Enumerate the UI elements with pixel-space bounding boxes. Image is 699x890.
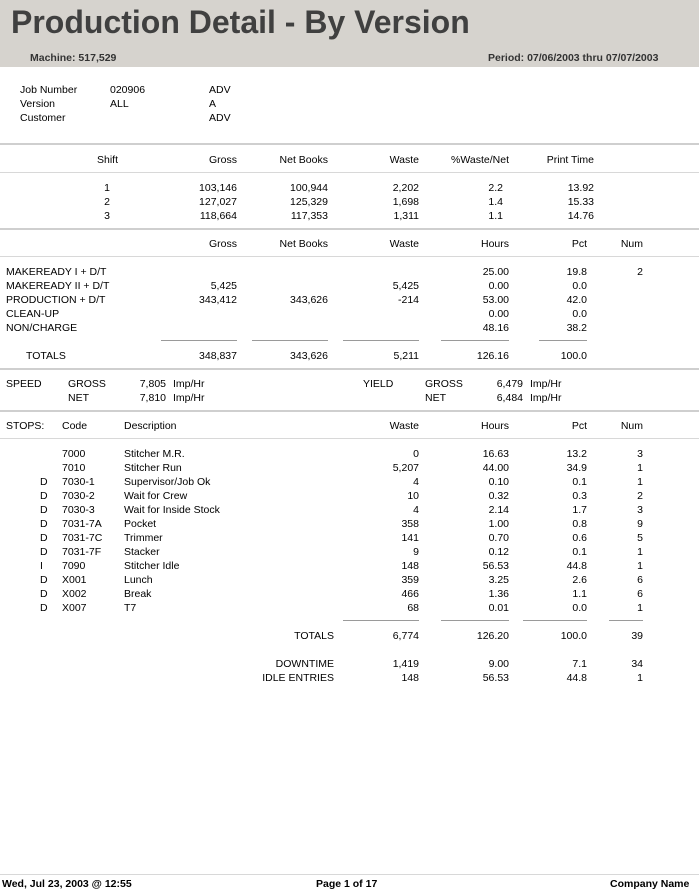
- category-cell: 343,412: [199, 294, 237, 306]
- stops-summary-label: IDLE ENTRIES: [262, 672, 334, 684]
- category-label: CLEAN-UP: [6, 308, 60, 320]
- category-label: MAKEREADY II + D/T: [6, 280, 110, 292]
- stop-hours: 0.12: [488, 546, 509, 558]
- totals-cell: 126.16: [476, 350, 509, 362]
- stops-header: Waste: [389, 420, 419, 432]
- totals-cell: 343,626: [290, 350, 328, 362]
- job-value: ALL: [110, 98, 129, 110]
- total-underline: [441, 340, 509, 341]
- stop-description: Trimmer: [124, 532, 163, 544]
- stop-code: 7090: [62, 560, 86, 572]
- category-cell: -214: [397, 294, 419, 306]
- machine-label: Machine: 517,529: [30, 52, 117, 64]
- stop-num: 6: [637, 574, 643, 586]
- category-label: NON/CHARGE: [6, 322, 78, 334]
- yield-gross-label: GROSS: [425, 378, 463, 390]
- job-code: ADV: [209, 84, 231, 96]
- stops-summary-cell: 6,774: [392, 630, 419, 642]
- stop-waste: 148: [401, 560, 419, 572]
- stop-waste: 466: [401, 588, 419, 600]
- shift-cell: 1,311: [393, 210, 419, 222]
- category-cell: 42.0: [566, 294, 587, 306]
- stop-code: 7000: [62, 448, 86, 460]
- stop-description: Stitcher Run: [124, 462, 182, 474]
- stop-code: 7030-3: [62, 504, 95, 516]
- stops-header: Code: [62, 420, 88, 432]
- stop-code: 7030-1: [62, 476, 95, 488]
- stops-summary-cell: 44.8: [566, 672, 587, 684]
- report-title: Production Detail - By Version: [11, 4, 470, 40]
- stop-code: 7030-2: [62, 490, 95, 502]
- total-underline: [441, 620, 509, 621]
- category-label: MAKEREADY I + D/T: [6, 266, 107, 278]
- yield-net-label: NET: [425, 392, 446, 404]
- shift-header: %Waste/Net: [451, 154, 509, 166]
- stop-hours: 56.53: [482, 560, 509, 572]
- stop-pct: 2.6: [572, 574, 587, 586]
- speed-unit: Imp/Hr: [173, 378, 205, 390]
- stop-hours: 0.10: [488, 476, 509, 488]
- stop-description: Stitcher M.R.: [124, 448, 185, 460]
- stop-pct: 34.9: [566, 462, 587, 474]
- stop-pct: 0.3: [572, 490, 587, 502]
- totals-cell: 348,837: [199, 350, 237, 362]
- stops-summary-cell: 100.0: [560, 630, 587, 642]
- period-label: Period: 07/06/2003 thru 07/07/2003: [488, 52, 659, 64]
- divider: [0, 368, 699, 370]
- stop-num: 1: [637, 560, 643, 572]
- total-underline: [539, 340, 587, 341]
- divider: [0, 143, 699, 145]
- job-label: Customer: [20, 112, 66, 124]
- speed-gross-label: GROSS: [68, 378, 106, 390]
- stops-summary-cell: 1,419: [392, 658, 419, 670]
- stop-hours: 2.14: [488, 504, 509, 516]
- stop-num: 3: [637, 448, 643, 460]
- category-cell: 5,425: [392, 280, 419, 292]
- stop-code: X001: [62, 574, 87, 586]
- stop-pct: 0.6: [572, 532, 587, 544]
- stops-header: STOPS:: [6, 420, 45, 432]
- stop-num: 5: [637, 532, 643, 544]
- stop-hours: 1.36: [488, 588, 509, 600]
- shift-cell: 1: [104, 182, 110, 194]
- yield-unit: Imp/Hr: [530, 378, 562, 390]
- shift-header: Net Books: [279, 154, 328, 166]
- category-cell: 0.00: [488, 280, 509, 292]
- shift-cell: 2,202: [392, 182, 419, 194]
- shift-cell: 117,353: [290, 210, 328, 222]
- stop-hours: 0.32: [488, 490, 509, 502]
- stop-num: 3: [637, 504, 643, 516]
- shift-cell: 2: [104, 196, 110, 208]
- category-label: PRODUCTION + D/T: [6, 294, 106, 306]
- stop-waste: 141: [401, 532, 419, 544]
- stop-type: D: [40, 602, 48, 614]
- category-cell: 38.2: [566, 322, 587, 334]
- stops-header: Num: [620, 420, 643, 432]
- stop-pct: 1.1: [572, 588, 587, 600]
- stops-summary-cell: 1: [637, 672, 643, 684]
- total-underline: [523, 620, 587, 621]
- stop-code: 7031-7C: [62, 532, 103, 544]
- speed-gross-value: 7,805: [139, 378, 166, 390]
- stop-waste: 4: [413, 504, 419, 516]
- stop-code: 7031-7F: [62, 546, 102, 558]
- stop-type: D: [40, 546, 48, 558]
- footer-date: Wed, Jul 23, 2003 @ 12:55: [2, 878, 132, 890]
- stops-summary-cell: 148: [401, 672, 419, 684]
- category-header: Gross: [208, 238, 237, 250]
- stop-num: 1: [637, 462, 643, 474]
- job-code: ADV: [209, 112, 231, 124]
- stop-hours: 3.25: [488, 574, 509, 586]
- stop-code: X002: [62, 588, 87, 600]
- job-code: A: [209, 98, 217, 110]
- footer-divider: [0, 874, 699, 875]
- stop-description: Supervisor/Job Ok: [124, 476, 211, 488]
- shift-cell: 100,944: [290, 182, 328, 194]
- speed-label: SPEED: [6, 378, 42, 390]
- category-header: Waste: [389, 238, 419, 250]
- category-cell: 25.00: [482, 266, 509, 278]
- yield-gross-value: 6,479: [496, 378, 523, 390]
- stops-header: Hours: [480, 420, 509, 432]
- yield-label: YIELD: [363, 378, 394, 390]
- stop-code: 7010: [62, 462, 86, 474]
- divider: [0, 438, 699, 439]
- category-cell: 53.00: [482, 294, 509, 306]
- shift-cell: 1.4: [488, 196, 503, 208]
- totals-cell: 5,211: [393, 350, 419, 362]
- shift-cell: 125,329: [290, 196, 328, 208]
- total-underline: [343, 620, 419, 621]
- shift-cell: 103,146: [199, 182, 237, 194]
- stop-type: D: [40, 574, 48, 586]
- stop-num: 1: [637, 476, 643, 488]
- category-cell: 0.00: [488, 308, 509, 320]
- stops-summary-cell: 9.00: [488, 658, 509, 670]
- shift-cell: 1,698: [392, 196, 419, 208]
- stop-waste: 4: [413, 476, 419, 488]
- stop-type: D: [40, 504, 48, 516]
- stops-summary-cell: 56.53: [482, 672, 509, 684]
- speed-net-value: 7,810: [139, 392, 166, 404]
- total-underline: [161, 340, 237, 341]
- divider: [0, 410, 699, 412]
- shift-header: Shift: [96, 154, 118, 166]
- stop-type: D: [40, 532, 48, 544]
- stop-waste: 0: [413, 448, 419, 460]
- shift-cell: 118,664: [199, 210, 237, 222]
- footer-company: Company Name: [610, 878, 690, 890]
- stop-waste: 359: [401, 574, 419, 586]
- stop-hours: 0.70: [488, 532, 509, 544]
- shift-cell: 127,027: [199, 196, 237, 208]
- stop-hours: 16.63: [482, 448, 509, 460]
- stop-type: D: [40, 518, 48, 530]
- stop-num: 2: [637, 490, 643, 502]
- stop-description: Lunch: [124, 574, 153, 586]
- shift-cell: 1.1: [488, 210, 503, 222]
- speed-unit: Imp/Hr: [173, 392, 205, 404]
- category-cell: 0.0: [572, 308, 587, 320]
- stops-summary-cell: 34: [631, 658, 643, 670]
- stops-summary-cell: 7.1: [572, 658, 587, 670]
- category-header: Pct: [571, 238, 587, 250]
- stop-description: Wait for Inside Stock: [124, 504, 220, 516]
- yield-unit: Imp/Hr: [530, 392, 562, 404]
- shift-header: Gross: [208, 154, 237, 166]
- shift-cell: 14.76: [567, 210, 594, 222]
- stop-num: 9: [637, 518, 643, 530]
- stops-summary-label: DOWNTIME: [275, 658, 334, 670]
- category-cell: 343,626: [290, 294, 328, 306]
- shift-cell: 2.2: [488, 182, 503, 194]
- stops-header: Pct: [571, 420, 587, 432]
- divider: [0, 228, 699, 230]
- job-value: 020906: [110, 84, 146, 96]
- category-cell: 0.0: [572, 280, 587, 292]
- category-header: Hours: [480, 238, 509, 250]
- stop-description: Stacker: [124, 546, 160, 558]
- stop-waste: 68: [407, 602, 419, 614]
- stop-hours: 44.00: [482, 462, 509, 474]
- stops-header: Description: [124, 420, 177, 432]
- total-underline: [609, 620, 643, 621]
- stop-pct: 1.7: [572, 504, 587, 516]
- stop-pct: 0.1: [572, 546, 587, 558]
- category-header: Num: [620, 238, 643, 250]
- stop-pct: 13.2: [566, 448, 587, 460]
- stop-pct: 44.8: [566, 560, 587, 572]
- stop-description: Break: [124, 588, 152, 600]
- shift-header: Print Time: [546, 154, 594, 166]
- stop-hours: 1.00: [488, 518, 509, 530]
- totals-label: TOTALS: [26, 350, 66, 362]
- footer-page: Page 1 of 17: [316, 878, 378, 890]
- stops-summary-cell: 39: [631, 630, 643, 642]
- total-underline: [252, 340, 328, 341]
- stop-description: T7: [124, 602, 137, 614]
- stop-type: D: [40, 476, 48, 488]
- stop-num: 1: [637, 546, 643, 558]
- yield-net-value: 6,484: [496, 392, 523, 404]
- stop-code: 7031-7A: [62, 518, 102, 530]
- stop-waste: 10: [407, 490, 419, 502]
- category-cell: 2: [637, 266, 643, 278]
- stop-waste: 9: [413, 546, 419, 558]
- totals-cell: 100.0: [560, 350, 587, 362]
- job-label: Version: [20, 98, 56, 110]
- stop-hours: 0.01: [488, 602, 509, 614]
- stop-code: X007: [62, 602, 87, 614]
- job-label: Job Number: [20, 84, 78, 96]
- stop-description: Stitcher Idle: [124, 560, 180, 572]
- speed-net-label: NET: [68, 392, 89, 404]
- category-cell: 5,425: [210, 280, 237, 292]
- stop-waste: 5,207: [392, 462, 419, 474]
- stops-summary-cell: 126.20: [476, 630, 509, 642]
- stop-description: Wait for Crew: [124, 490, 188, 502]
- shift-cell: 15.33: [567, 196, 594, 208]
- category-header: Net Books: [279, 238, 328, 250]
- stop-num: 1: [637, 602, 643, 614]
- stop-type: I: [40, 560, 43, 572]
- category-cell: 48.16: [482, 322, 509, 334]
- stop-pct: 0.8: [572, 518, 587, 530]
- stop-type: D: [40, 588, 48, 600]
- stop-description: Pocket: [124, 518, 157, 530]
- stop-pct: 0.1: [572, 476, 587, 488]
- shift-header: Waste: [389, 154, 419, 166]
- stop-waste: 358: [401, 518, 419, 530]
- stop-pct: 0.0: [572, 602, 587, 614]
- shift-cell: 13.92: [567, 182, 594, 194]
- shift-cell: 3: [104, 210, 110, 222]
- divider: [0, 256, 699, 257]
- category-cell: 19.8: [566, 266, 587, 278]
- total-underline: [343, 340, 419, 341]
- stops-summary-label: TOTALS: [294, 630, 334, 642]
- stop-num: 6: [637, 588, 643, 600]
- stop-type: D: [40, 490, 48, 502]
- divider: [0, 172, 699, 173]
